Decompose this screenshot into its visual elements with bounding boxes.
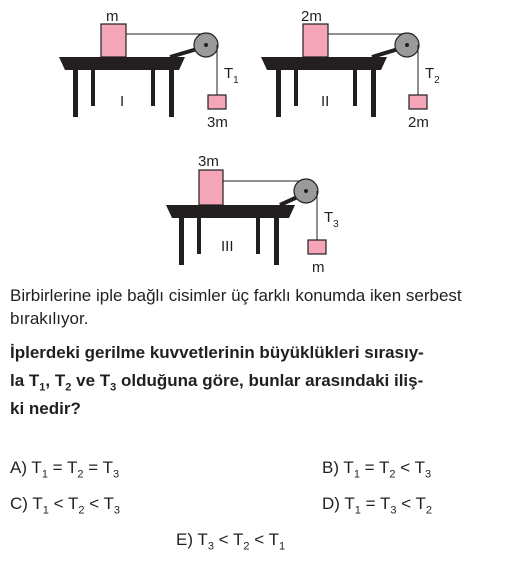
question-line-1: İplerdeki gerilme kuvvetlerinin büyüklükleri sırasıy- xyxy=(10,343,424,362)
table-leg xyxy=(274,218,279,265)
hanging-block-2 xyxy=(409,95,427,109)
table-leg xyxy=(151,70,155,106)
roman-label-2: II xyxy=(321,93,330,110)
table-leg xyxy=(294,70,298,106)
table-block-2 xyxy=(303,24,328,57)
option-d[interactable]: D) $T_1 = T_3 < T_2$ xyxy=(322,494,433,517)
question-line-2: la $T_1$, $T_2$ ve $T_3$ olduğuna göre, bunlar arasındaki iliş- xyxy=(10,371,424,394)
table-leg xyxy=(256,218,260,254)
hanging-mass-label-3: m xyxy=(312,259,325,276)
table-block-1 xyxy=(101,24,126,57)
table-leg xyxy=(73,70,78,117)
table-top-1 xyxy=(59,57,185,70)
roman-label-1: I xyxy=(120,93,125,110)
pulley-axle xyxy=(405,43,409,47)
roman-label-3: III xyxy=(221,238,234,255)
option-a[interactable]: A) $T_1 = T_2 = T_3$ xyxy=(10,458,120,481)
pulley-axle xyxy=(204,43,208,47)
table-block-3 xyxy=(199,170,223,205)
table-mass-label-1: m xyxy=(106,8,119,25)
table-mass-label-2: 2m xyxy=(301,8,322,25)
table-leg xyxy=(179,218,184,265)
option-e[interactable]: E) $T_3 < T_2 < T_1$ xyxy=(176,530,286,553)
hanging-mass-label-1: 3m xyxy=(207,114,228,131)
setup-1 xyxy=(59,8,239,131)
table-leg xyxy=(353,70,357,106)
setup-3 xyxy=(166,153,339,276)
pulley-axle xyxy=(304,189,308,193)
question-line-3: ki nedir? xyxy=(10,399,81,418)
tension-label-3: $T_3$ xyxy=(324,209,339,230)
table-leg xyxy=(197,218,201,254)
tension-label-1: $T_1$ xyxy=(224,65,239,86)
option-c[interactable]: C) $T_1 < T_2 < T_3$ xyxy=(10,494,121,517)
hanging-block-1 xyxy=(208,95,226,109)
hanging-block-3 xyxy=(308,240,326,254)
setup-2 xyxy=(261,8,440,131)
table-leg xyxy=(91,70,95,106)
question-stem: Birbirlerine iple bağlı cisimler üç farklı konumda iken serbest bırakılıyor. xyxy=(10,286,462,328)
hanging-mass-label-2: 2m xyxy=(408,114,429,131)
table-top-2 xyxy=(261,57,387,70)
table-leg xyxy=(371,70,376,117)
table-leg xyxy=(169,70,174,117)
option-b[interactable]: B) $T_1 = T_2 < T_3$ xyxy=(322,458,432,481)
tension-label-2: $T_2$ xyxy=(425,65,440,86)
table-leg xyxy=(276,70,281,117)
question-prompt xyxy=(10,339,510,423)
table-mass-label-3: 3m xyxy=(198,153,219,170)
table-top-3 xyxy=(166,205,295,218)
